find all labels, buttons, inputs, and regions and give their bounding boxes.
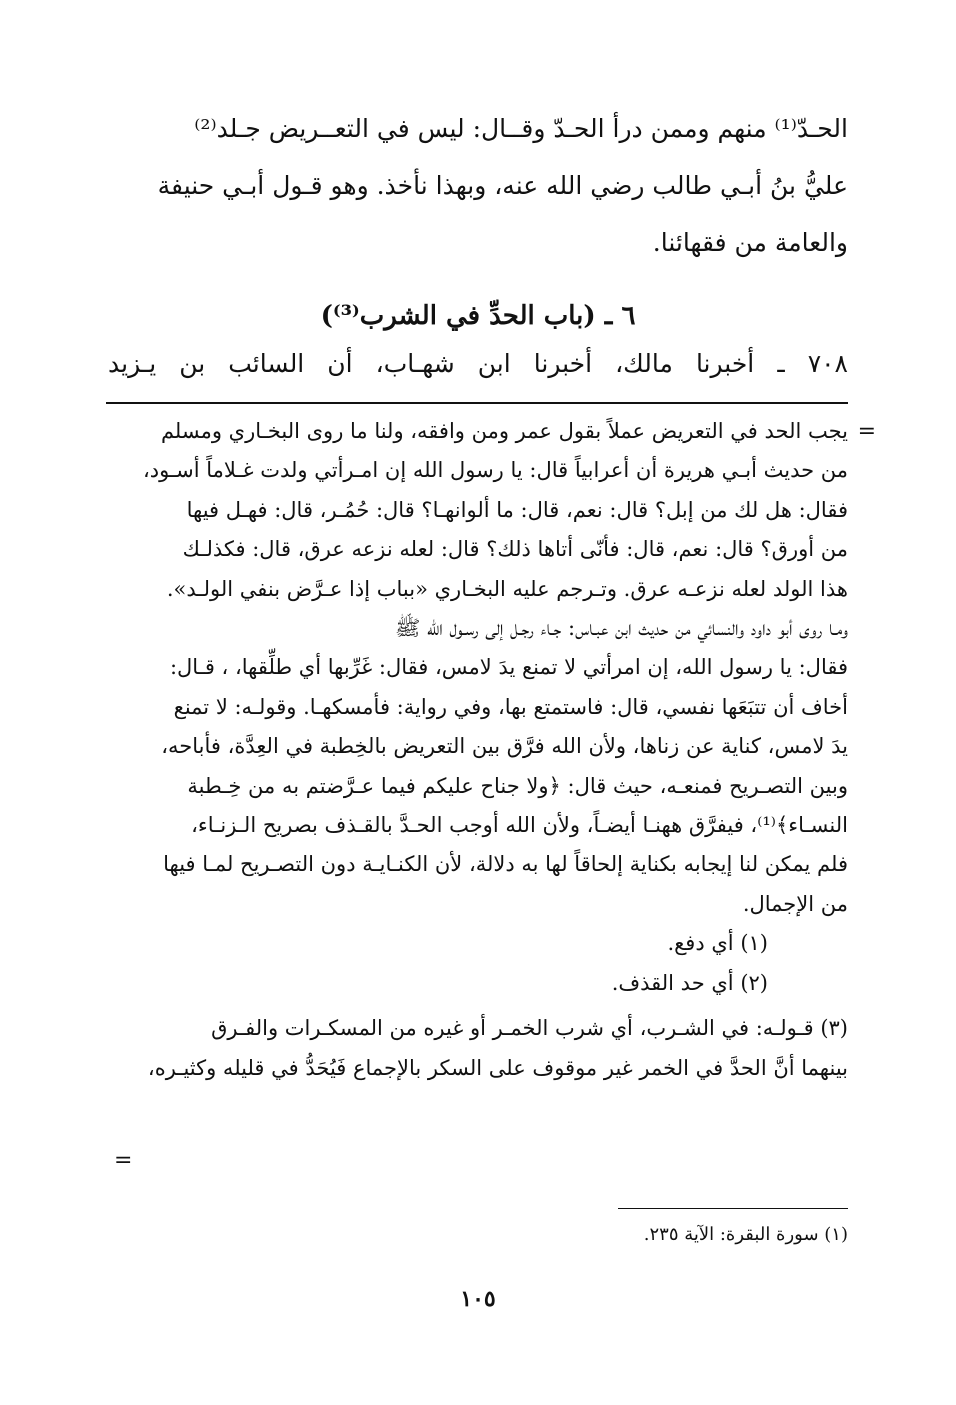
main-line-2: عليُّ بنُ أبـي طالب رضي الله عنه، وبهذا نأخذ. وهو قـول أبـي حنيفة <box>157 171 848 200</box>
hadith-line: ٧٠٨ ـ أخبرنا مالك، أخبرنا ابن شهـاب، أن السائب بن يـزيد <box>108 349 848 378</box>
note-line-4: من أورق؟ قال: نعم، قال: فأنّى أتاها ذلك؟ قال: لعله نزعه عرق، قال: فكذلـك <box>182 537 848 562</box>
footnote-3-line-2: بينهما أنَّ الحدَّ في الخمر غير موقوف على السكر بالإجماع فَيُحَدُّ في قليله وكثيـره، <box>147 1055 848 1080</box>
page-number: ١٠٥ <box>460 1286 496 1312</box>
note-line-13: من الإجمال. <box>742 891 848 916</box>
commentary-divider <box>106 402 848 404</box>
footnote-3-line-1: (٣) قـولـه: في الشـرب، أي شرب الخمـر أو غيره من المسكـرات والفـرق <box>211 1016 848 1041</box>
main-text <box>108 100 848 271</box>
note-line-5: هذا الولد لعله نزعـه عرق. وتـرجم عليه البخـاري «بباب إذا عـرَّض بنفي الولـد». <box>166 576 848 601</box>
note-line-8: أخاف أن تتبَعَها نفسي، قال: فاستمتع بها، وفي رواية: فأمسكهـا. وقولـه: لا تمنع <box>173 694 848 719</box>
main-line-1: الحـدّ⁽¹⁾ منهم وممن درأ الحـدّ وقــال: ليس في التعــريض جـلد⁽²⁾ <box>194 114 848 143</box>
footnote-1: (١) أي دفع. <box>667 931 768 956</box>
main-line-3: والعامة من فقهائنا. <box>652 228 848 257</box>
commentary-notes <box>108 412 876 1088</box>
note-line-9: يدَ لامس، كناية عن زناها، ولأن الله فرَّق بين التعريض بالخِطبة في العِدَّة، فأباحه، <box>161 734 848 759</box>
footnote-divider <box>618 1208 848 1209</box>
page-footnote: (١) سورة البقرة: الآية ٢٣٥. <box>643 1224 848 1245</box>
footnote-2: (٢) أي حد القذف. <box>611 970 768 995</box>
note-line-12: فلم يمكن لنا إيجابه بكناية إلحاقاً لها به دلالة، لأن الكنـايـة دون التصـريح لمـا فيها <box>163 852 848 877</box>
note-line-2: من حديث أبـي هريرة أن أعرابياً قال: يا رسول الله إن امـرأتي ولدت غـلاماً أسـود، <box>143 458 848 483</box>
note-line-3: فقال: هل لك من إبل؟ قال: نعم، قال: ما ألوانهـا؟ قال: حُمُـر، قال: فهـل فيها <box>186 497 848 522</box>
note-line-11: النسـاء﴾⁽¹⁾، فيفرَّق ههنـا أيضـاً، ولأن الله أوجب الحـدَّ بالقـذف بصريح الـزنـاء، <box>191 813 848 838</box>
continuation-mark: = <box>857 419 876 444</box>
note-line-7: فقال: يا رسول الله، إن امرأتي لا تمنع يدَ لامس، فقال: غَرِّبها أي طلِّقها، ، قـال: <box>169 655 848 680</box>
chapter-heading: ٦ ـ (باب الحدِّ في الشرب⁽³⁾) <box>320 301 636 331</box>
note-line-10: وبين التصـريح فمنعـه، حيث قال: ﴿ولا جناح عليكم فيما عـرَّضتم به من خِـطبة <box>187 773 848 798</box>
end-continuation-mark: = <box>114 1148 133 1173</box>
note-line-6: ومـا روى أبو داود والنسائي من حديث ابن عبـاس: جـاء رجـل إلى رسـول الله ﷺ <box>395 616 848 641</box>
note-line-1: يجب الحد في التعريض عملاً بقول عمر ومن وافقه، ولنا ما روى البخـاري ومسلم <box>160 419 848 443</box>
